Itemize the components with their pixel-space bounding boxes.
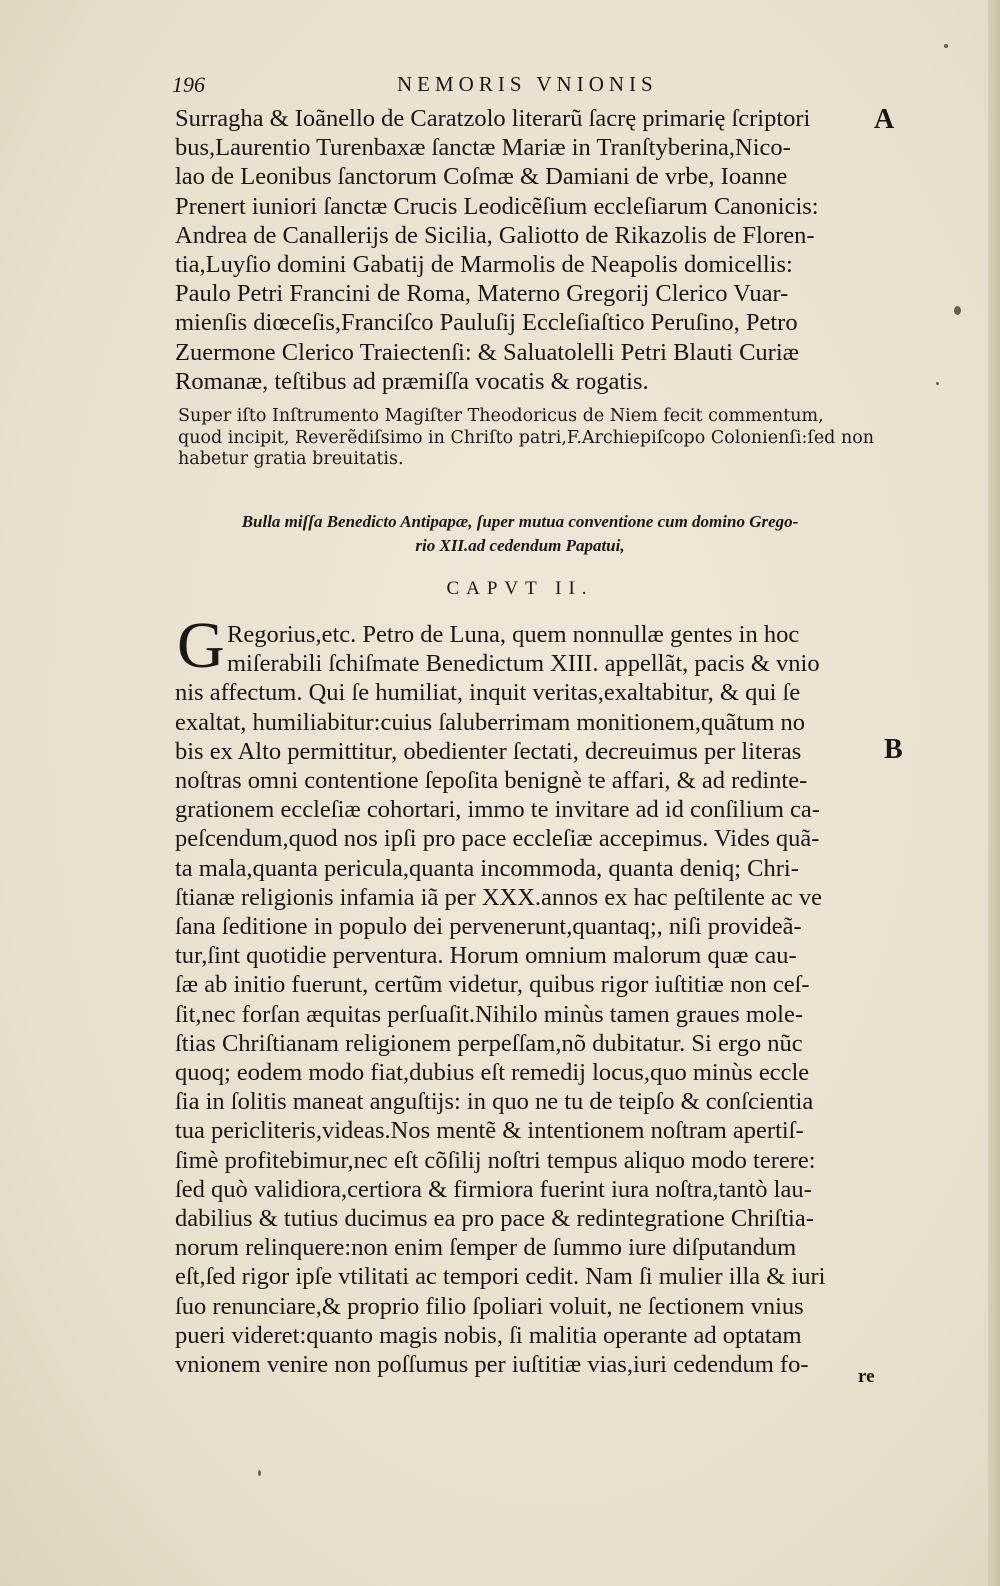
text-line: ſtias Chriſtianam religionem perpeſſam,nõ dubitatur. Si ergo nũc (175, 1029, 803, 1057)
text-line: Surragha & Ioãnello de Caratzolo literarũ ſacrę primarię ſcriptori (175, 105, 811, 132)
text-line: Zuermone Clerico Traiectenſi: & Saluatolelli Petri Blauti Curiæ (175, 338, 799, 366)
text-line: bis ex Alto permittitur, obedienter ſectati, decreuimus per literas (175, 737, 802, 765)
margin-letter-b: B (884, 734, 903, 765)
bull-title-line: Bulla miſſa Benedicto Antipapæ, ſuper mutua conventione cum domino Grego- (241, 512, 799, 531)
text-line: Andrea de Canallerijs de Sicilia, Galiotto de Rikazolis de Floren- (175, 221, 815, 249)
ink-speck (936, 382, 939, 385)
text-line: tua pericliteris,videas.Nos mentẽ & intentionem noſtram apertiſ- (175, 1117, 804, 1145)
text-line: grationem eccleſiæ cohortari, immo te invitare ad id conſilium ca- (175, 796, 820, 824)
text-line: mienſis diœceſis,Franciſco Pauluſij Eccleſiaſtico Peruſino, Petro (175, 309, 798, 337)
margin-letter-a: A (874, 104, 895, 135)
text-line: peſcendum,quod nos ipſi pro pace eccleſiæ accepimus. Vides quã- (175, 825, 820, 853)
text-line: pueri videret:quanto magis nobis, ſi malitia operante ad optatam (175, 1321, 802, 1349)
text-line: ſimè profitebimur,nec eſt cõſilij noſtri tempus aliquo modo terere: (175, 1146, 816, 1174)
text-line: Paulo Petri Francini de Roma, Materno Gregorij Clerico Vuar- (175, 280, 789, 308)
text-line: ſana ſeditione in populo dei pervenerunt,quantaq;, niſi provideã- (175, 913, 802, 941)
page-edge (988, 0, 1000, 1586)
text-line: exaltat, humiliabitur:cuius ſaluberrimam monitionem,quãtum no (175, 708, 806, 736)
running-title: NEMORIS VNIONIS (397, 72, 658, 96)
text-line: lao de Leonibus ſanctorum Coſmæ & Damiani de vrbe, Ioanne (175, 163, 788, 191)
text-line: bus,Laurentio Turenbaxæ ſanctæ Mariæ in Tranſtyberina,Nico- (175, 134, 791, 162)
text-line: ſit,nec forſan æquitas perſuaſit.Nihilo minùs tamen graues mole- (175, 1000, 804, 1028)
text-line: norum relinquere:non enim ſemper de ſummo iure diſputandum (175, 1234, 797, 1262)
text-line: nis affectum. Qui ſe humiliat, inquit veritas,exaltabitur, & qui ſe (175, 679, 801, 707)
text-line: vnionem venire non poſſumus per iuſtitiæ vias,iuri cedendum fo- (175, 1351, 809, 1379)
text-line: miſerabili ſchiſmate Benedictum XIII. appellãt, pacis & vnio (227, 650, 820, 678)
catchword: re (858, 1366, 875, 1387)
chapter-heading: CAPVT II. (446, 578, 594, 599)
text-line: tur,ſint quotidie perventura. Horum omnium malorum quæ cau- (175, 942, 797, 970)
witness-paragraph (175, 104, 875, 396)
bull-title-line: rio XII.ad cedendum Papatui, (415, 536, 625, 555)
ink-speck (258, 1470, 261, 1476)
text-line: eſt,ſed rigor ipſe vtilitati ac tempori cedit. Nam ſi mulier illa & iuri (175, 1263, 826, 1291)
ink-speck (954, 306, 961, 315)
commentary-note (178, 406, 875, 471)
bull-paragraph (175, 620, 875, 1379)
text-line: tia,Luyſio domini Gabatij de Marmolis de Neapolis domicellis: (175, 251, 793, 279)
text-line: dabilius & tutius ducimus ea pro pace & redintegratione Chriſtia- (175, 1205, 814, 1233)
note-line: Super iſto Inſtrumento Magiſter Theodoricus de Niem fecit commentum, (178, 406, 824, 426)
text-line: Prenert iuniori ſanctæ Crucis Leodicẽſium eccleſiarum Canonicis: (175, 192, 819, 220)
note-line: habetur gratia breuitatis. (178, 449, 404, 469)
text-line: ta mala,quanta pericula,quanta incommoda, quanta deniq; Chri- (175, 854, 799, 882)
text-line: ſæ ab initio fuerunt, certũm videtur, quibus rigor iuſtitiæ non ceſ- (175, 971, 810, 999)
bull-title (200, 510, 840, 558)
text-line: ſuo renunciare,& proprio filio ſpoliari voluit, ne ſectionem vnius (175, 1292, 804, 1320)
page-number: 196 (172, 72, 205, 97)
ink-speck (944, 44, 948, 48)
text-line: ſtianæ religionis infamia iã per XXX.annos ex hac peſtilente ac ve (175, 883, 822, 911)
text-line: Regorius,etc. Petro de Luna, quem nonnullæ gentes in hoc (227, 621, 800, 648)
text-line: Romanæ, teſtibus ad præmiſſa vocatis & rogatis. (175, 367, 649, 395)
note-line: quod incipit, Reverẽdiſsimo in Chriſto patri,F.Archiepiſcopo Colonienſi:ſed non (178, 427, 875, 448)
text-line: noſtras omni contentione ſepoſita benignè te affari, & ad redinte- (175, 767, 808, 795)
text-line: quoq; eodem modo fiat,dubius eſt remedij locus,quo minùs eccle (175, 1059, 810, 1087)
page-header (172, 72, 892, 102)
text-line: ſia in ſolitis maneat anguſtijs: in quo ne tu de teipſo & conſcientia (175, 1088, 814, 1116)
drop-cap: G (177, 609, 225, 682)
text-line: ſed quò validiora,certiora & firmiora fuerint iura noſtra,tantò lau- (175, 1175, 812, 1203)
